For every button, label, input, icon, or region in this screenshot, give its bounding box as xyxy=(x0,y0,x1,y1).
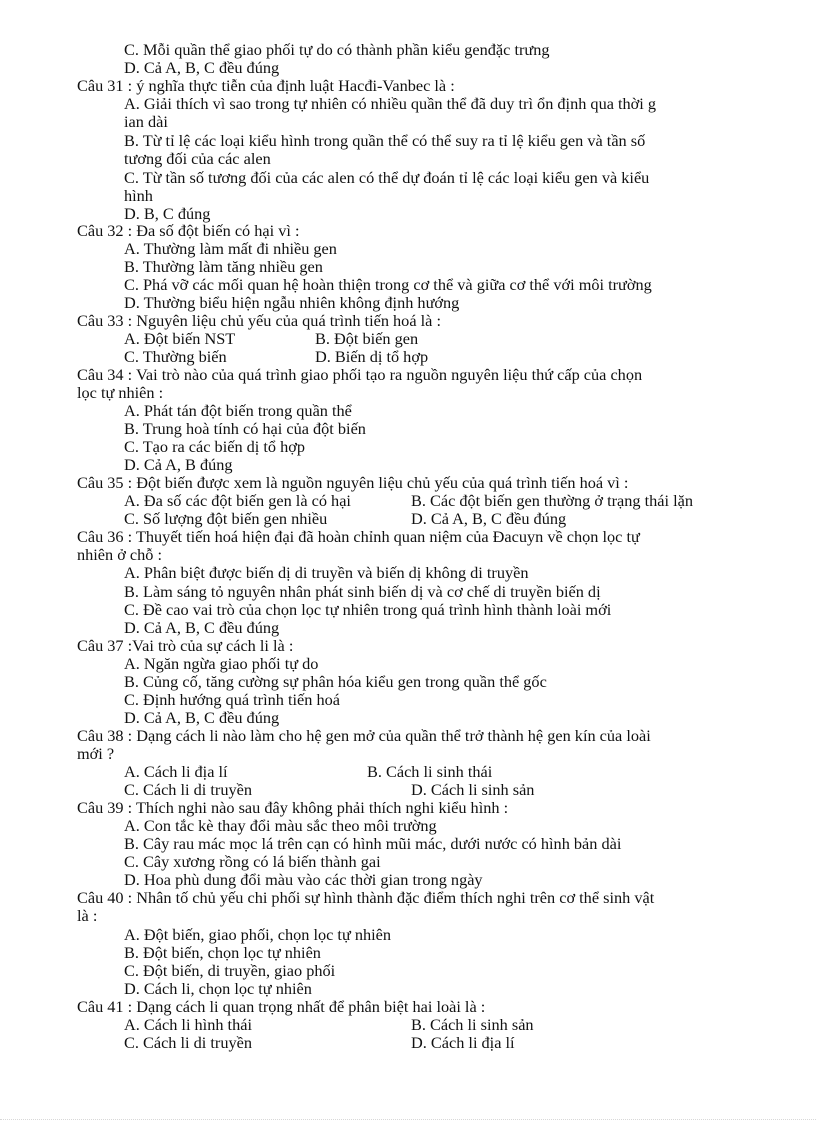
option-text: D. B, C đúng xyxy=(124,204,211,223)
option-text: D. Biến dị tổ hợp xyxy=(315,347,429,366)
question-32: Câu 32 : Đa số đột biến có hại vì : xyxy=(77,221,300,240)
option-text: B. Đột biến gen xyxy=(315,329,419,348)
option-text: B. Cách li sinh sản xyxy=(411,1015,534,1034)
option-text: A. Thường làm mất đi nhiều gen xyxy=(124,239,337,258)
option-text: D. Cả A, B, C đều đúng xyxy=(411,509,567,528)
option-text: B. Cách li sinh thái xyxy=(367,762,493,781)
question-34: Câu 34 : Vai trò nào của quá trình giao phối tạo ra nguồn nguyên liệu thứ cấp của chọn xyxy=(77,365,643,384)
option-text: C. Tạo ra các biến dị tổ hợp xyxy=(124,437,306,456)
option-text: B. Từ tỉ lệ các loại kiểu hình trong quần thể có thể suy ra tỉ lệ kiểu gen và tần số xyxy=(124,131,646,150)
option-text: D. Thường biểu hiện ngẫu nhiên không định hướng xyxy=(124,293,460,312)
option-text: C. Số lượng đột biến gen nhiều xyxy=(124,509,328,528)
option-text: A. Phân biệt được biến dị di truyền và biến dị không di truyền xyxy=(124,563,529,582)
option-text: B. Thường làm tăng nhiều gen xyxy=(124,257,323,276)
option-text: C. Cách li di truyền xyxy=(124,1033,252,1052)
question-36: Câu 36 : Thuyết tiến hoá hiện đại đã hoàn chỉnh quan niệm của Đacuyn về chọn lọc tự xyxy=(77,527,640,546)
question-35: Câu 35 : Đột biến được xem là nguồn nguyên liệu chủ yếu của quá trình tiến hoá vì : xyxy=(77,473,629,492)
option-text: A. Phát tán đột biến trong quần thể xyxy=(124,401,352,420)
option-text: B. Trung hoà tính có hại của đột biến xyxy=(124,419,366,438)
option-text: D. Cách li địa lí xyxy=(411,1033,515,1052)
question-39: Câu 39 : Thích nghi nào sau đây không phải thích nghi kiểu hình : xyxy=(77,798,509,817)
question-37: Câu 37 :Vai trò của sự cách li là : xyxy=(77,636,294,655)
option-text: A. Giải thích vì sao trong tự nhiên có nhiều quần thể đã duy trì ổn định qua thời g xyxy=(124,94,657,113)
option-text: tương đối của các alen xyxy=(124,149,271,168)
page-bottom-rule xyxy=(0,1119,816,1120)
question-36-continued: nhiên ở chỗ : xyxy=(77,545,163,564)
option-text: C. Từ tần số tương đối của các alen có thể dự đoán tỉ lệ các loại kiểu gen và kiểu xyxy=(124,168,650,187)
option-text: C. Mỗi quần thể giao phối tự do có thành phần kiểu genđặc trưng xyxy=(124,40,550,59)
option-text: hình xyxy=(124,186,153,205)
option-text: D. Cách li sinh sản xyxy=(411,780,535,799)
option-text: A. Đột biến NST xyxy=(124,329,236,348)
option-text: A. Con tắc kè thay đổi màu sắc theo môi trường xyxy=(124,816,437,835)
option-text: A. Đột biến, giao phối, chọn lọc tự nhiên xyxy=(124,925,392,944)
option-text: ian dài xyxy=(124,112,168,131)
option-text: C. Thường biến xyxy=(124,347,227,366)
option-text: D. Cả A, B, C đều đúng xyxy=(124,708,280,727)
option-text: B. Cây rau mác mọc lá trên cạn có hình mũi mác, dưới nước có hình bản dài xyxy=(124,834,622,853)
option-text: D. Cả A, B, C đều đúng xyxy=(124,618,280,637)
option-text: C. Phá vỡ các mối quan hệ hoàn thiện trong cơ thể và giữa cơ thể với môi trường xyxy=(124,275,652,294)
option-text: A. Đa số các đột biến gen là có hại xyxy=(124,491,351,510)
question-34-continued: lọc tự nhiên : xyxy=(77,383,164,402)
option-text: A. Cách li địa lí xyxy=(124,762,228,781)
option-text: B. Làm sáng tỏ nguyên nhân phát sinh biến dị và cơ chế di truyền biến dị xyxy=(124,582,601,601)
question-31: Câu 31 : ý nghĩa thực tiễn của định luật Hacđi-Vanbec là : xyxy=(77,76,455,95)
option-text: A. Cách li hình thái xyxy=(124,1015,252,1034)
option-text: B. Đột biến, chọn lọc tự nhiên xyxy=(124,943,321,962)
option-text: C. Cây xương rồng có lá biến thành gai xyxy=(124,852,381,871)
option-text: C. Đề cao vai trò của chọn lọc tự nhiên trong quá trình hình thành loài mới xyxy=(124,600,612,619)
option-text: B. Các đột biến gen thường ở trạng thái lặn xyxy=(411,491,693,510)
option-text: D. Hoa phù dung đổi màu vào các thời gian trong ngày xyxy=(124,870,483,889)
option-text: D. Cả A, B, C đều đúng xyxy=(124,58,280,77)
option-text: C. Đột biến, di truyền, giao phối xyxy=(124,961,336,980)
option-text: C. Cách li di truyền xyxy=(124,780,252,799)
option-text: D. Cách li, chọn lọc tự nhiên xyxy=(124,979,312,998)
question-40: Câu 40 : Nhân tố chủ yếu chi phối sự hình thành đặc điểm thích nghi trên cơ thể sinh vật xyxy=(77,888,655,907)
option-text: A. Ngăn ngừa giao phối tự do xyxy=(124,654,319,673)
question-38-continued: mới ? xyxy=(77,744,115,763)
option-text: C. Định hướng quá trình tiến hoá xyxy=(124,690,340,709)
option-text: D. Cả A, B đúng xyxy=(124,455,233,474)
question-41: Câu 41 : Dạng cách li quan trọng nhất để phân biệt hai loài là : xyxy=(77,997,486,1016)
question-33: Câu 33 : Nguyên liệu chủ yếu của quá trình tiến hoá là : xyxy=(77,311,441,330)
question-38: Câu 38 : Dạng cách li nào làm cho hệ gen mở của quần thể trở thành hệ gen kín của loài xyxy=(77,726,651,745)
option-text: B. Củng cố, tăng cường sự phân hóa kiểu gen trong quần thể gốc xyxy=(124,672,547,691)
question-40-continued: là : xyxy=(77,906,98,925)
